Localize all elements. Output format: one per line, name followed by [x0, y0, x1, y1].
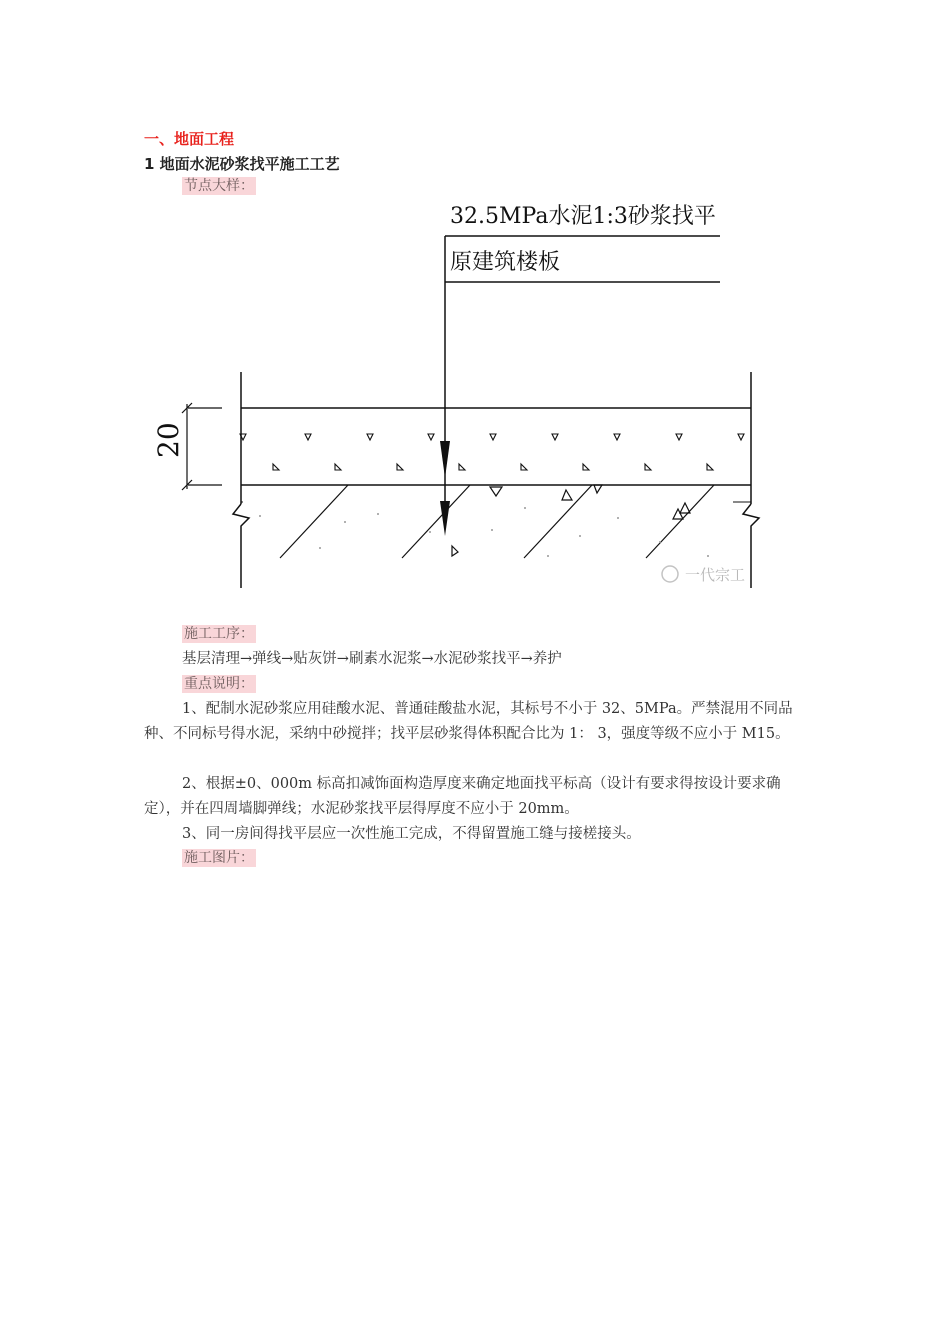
- callout-text-2: 原建筑楼板: [450, 250, 561, 275]
- point-1: 1、配制水泥砂浆应用硅酸水泥、普通硅酸盐水泥，其标号不小于 32、5MPa。严禁混用不同品种、不同标号得水泥，采纳中砂搅拌；找平层砂浆得体积配合比为 1： 3，强度等级不应小于 M15。: [144, 701, 793, 742]
- watermark: [662, 566, 745, 584]
- callout-text-1: 32.5MPa水泥1:3砂浆找平: [450, 204, 716, 229]
- process-flow: 基层清理→弹线→贴灰饼→刷素水泥浆→水泥砂浆找平→养护: [182, 651, 562, 667]
- leader-arrow-1: [440, 441, 450, 478]
- left-wall-break: [233, 504, 249, 588]
- watermark-logo-icon: [662, 566, 678, 582]
- subsection-heading: 1 地面水泥砂浆找平施工工艺: [144, 155, 340, 173]
- node-detail-drawing: [140, 196, 780, 596]
- key-points-label: 重点说明：: [184, 676, 254, 692]
- process-label: 施工工序：: [184, 626, 254, 642]
- right-wall-break: [743, 504, 759, 588]
- point-3: 3、同一房间得找平层应一次性施工完成，不得留置施工缝与接槎接头。: [182, 826, 641, 842]
- watermark-text: 一代宗工: [685, 566, 746, 584]
- node-detail-label: 节点大样：: [184, 178, 254, 194]
- point-2: 2、根据±0、000m 标高扣减饰面构造厚度来确定地面找平标高（设计有要求得按设计要求确定），并在四周墙脚弹线；水泥砂浆找平层得厚度不应小于 20mm。: [144, 776, 781, 817]
- dimension-text: 20: [152, 422, 185, 458]
- section-heading: 一、地面工程: [144, 130, 235, 148]
- photos-label: 施工图片：: [184, 850, 254, 866]
- leader-arrow-2: [440, 501, 450, 536]
- screed-aggregate: [240, 434, 744, 470]
- slab-dots: [259, 507, 709, 557]
